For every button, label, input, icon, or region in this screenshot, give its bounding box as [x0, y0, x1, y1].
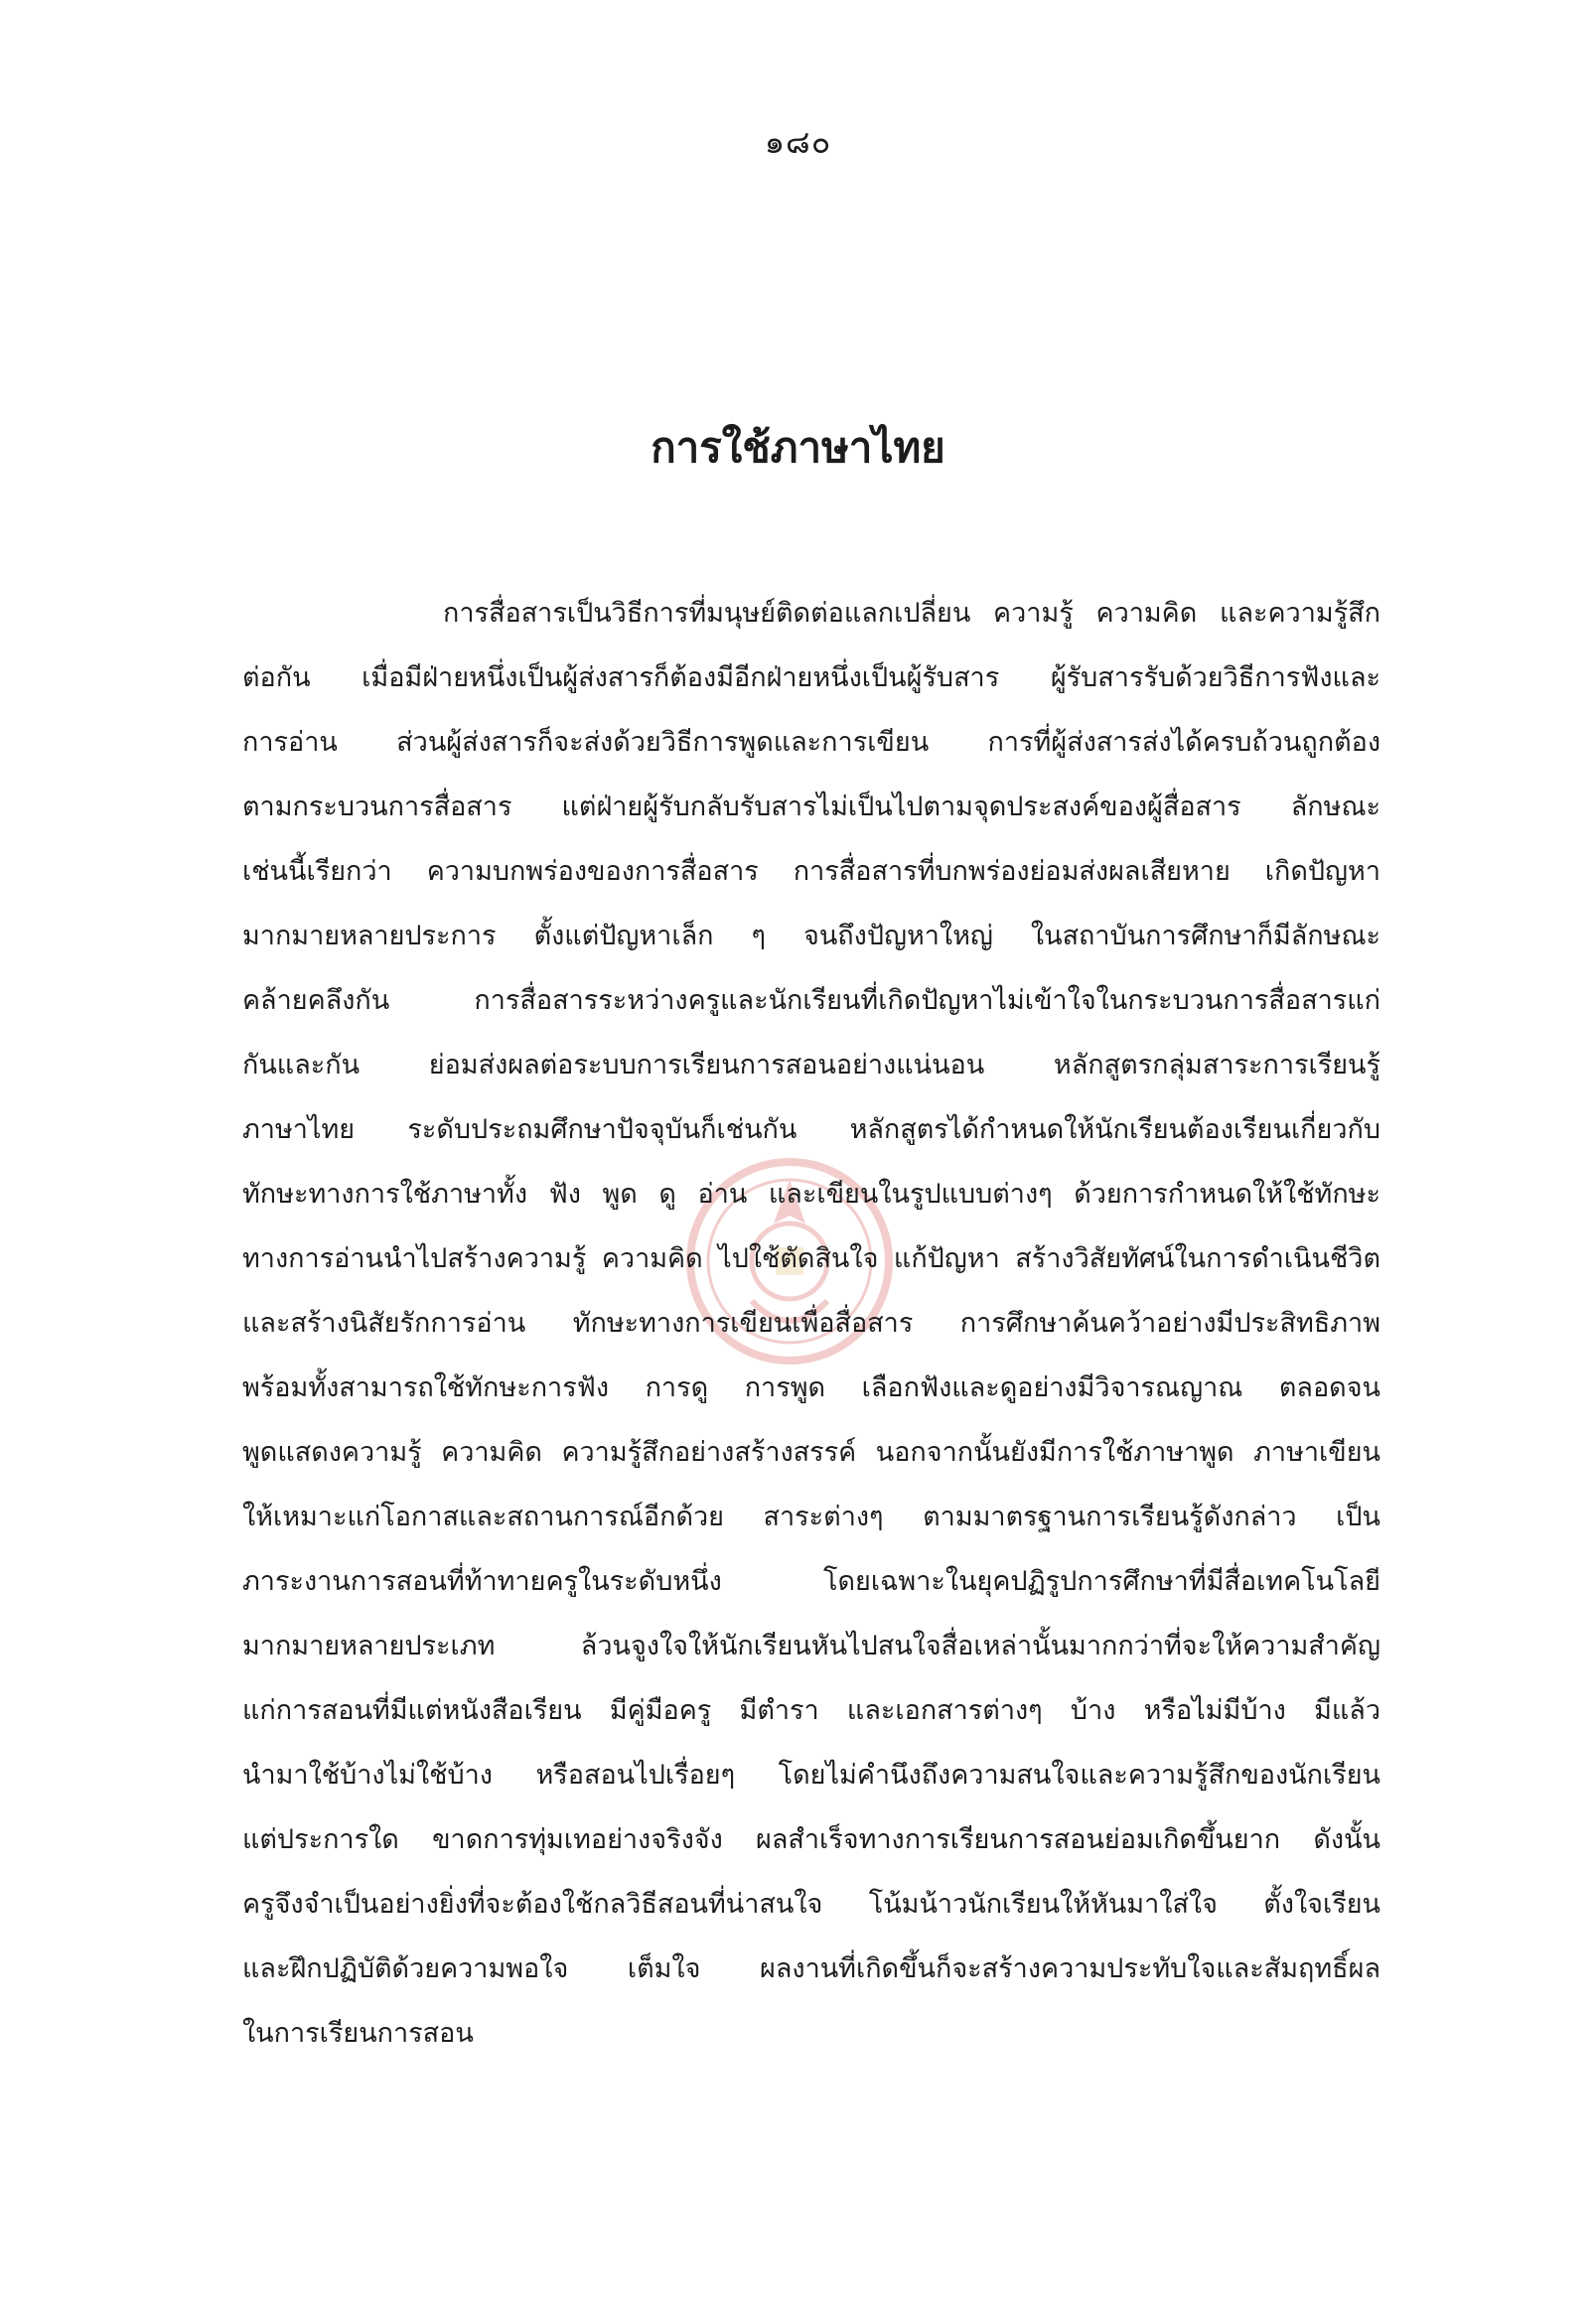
paragraph-line: เช่นนี้เรียกว่า ความบกพร่องของการสื่อสาร การสื่อสารที่บกพร่องย่อมส่งผลเสียหาย เกิดปัญหา — [242, 856, 1380, 887]
body-paragraph — [242, 581, 1380, 2066]
page-number: ๑๘๐ — [764, 123, 832, 161]
paragraph-line: คล้ายคลึงกัน การสื่อสารระหว่างครูและนักเรียนที่เกิดปัญหาไม่เข้าใจในกระบวนการสื่อสารแก่ — [242, 985, 1380, 1016]
paragraph-line: ต่อกัน เมื่อมีฝ่ายหนึ่งเป็นผู้ส่งสารก็ต้องมีอีกฝ่ายหนึ่งเป็นผู้รับสาร ผู้รับสารรับด้วยวิธีการฟังและ — [242, 662, 1380, 693]
paragraph-line: การอ่าน ส่วนผู้ส่งสารก็จะส่งด้วยวิธีการพูดและการเขียน การที่ผู้ส่งสารส่งได้ครบถ้วนถูกต้อง — [242, 727, 1380, 758]
paragraph-line: พร้อมทั้งสามารถใช้ทักษะการฟัง การดู การพูด เลือกฟังและดูอย่างมีวิจารณญาณ ตลอดจน — [242, 1372, 1380, 1403]
paragraph-line: กันและกัน ย่อมส่งผลต่อระบบการเรียนการสอนอย่างแน่นอน หลักสูตรกลุ่มสาระการเรียนรู้ — [242, 1050, 1380, 1080]
paragraph-line: นำมาใช้บ้างไม่ใช้บ้าง หรือสอนไปเรื่อยๆ โดยไม่คำนึงถึงความสนใจและความรู้สึกของนักเรียน — [242, 1760, 1380, 1791]
paragraph-line: แต่ประการใด ขาดการทุ่มเทอย่างจริงจัง ผลสำเร็จทางการเรียนการสอนย่อมเกิดขึ้นยาก ดังนั้น — [242, 1824, 1380, 1855]
paragraph-line: และฝึกปฏิบัติด้วยความพอใจ เต็มใจ ผลงานที่เกิดขึ้นก็จะสร้างความประทับใจและสัมฤทธิ์ผล — [242, 1953, 1380, 1984]
paragraph-line: และสร้างนิสัยรักการอ่าน ทักษะทางการเขียนเพื่อสื่อสาร การศึกษาค้นคว้าอย่างมีประสิทธิภาพ — [242, 1308, 1380, 1339]
page-title: การใช้ภาษาไทย — [651, 423, 945, 472]
paragraph-line: ทางการอ่านนำไปสร้างความรู้ ความคิด ไปใช้ตัดสินใจ แก้ปัญหา สร้างวิสัยทัศน์ในการดำเนินชีวิต — [242, 1243, 1380, 1274]
paragraph-line: ตามกระบวนการสื่อสาร แต่ฝ่ายผู้รับกลับรับสารไม่เป็นไปตามจุดประสงค์ของผู้สื่อสาร ลักษณะ — [242, 792, 1380, 822]
paragraph-line: มากมายหลายประเภท ล้วนจูงใจให้นักเรียนหันไปสนใจสื่อเหล่านั้นมากกว่าที่จะให้ความสำคัญ — [242, 1631, 1380, 1661]
paragraph-line: การสื่อสารเป็นวิธีการที่มนุษย์ติดต่อแลกเปลี่ยน ความรู้ ความคิด และความรู้สึก — [443, 598, 1380, 629]
paragraph-line: ครูจึงจำเป็นอย่างยิ่งที่จะต้องใช้กลวิธีสอนที่น่าสนใจ โน้มน้าวนักเรียนให้หันมาใส่ใจ ตั้งใจเรียน — [242, 1889, 1380, 1920]
paragraph-line: มากมายหลายประการ ตั้งแต่ปัญหาเล็ก ๆ จนถึงปัญหาใหญ่ ในสถาบันการศึกษาก็มีลักษณะ — [242, 921, 1380, 951]
paragraph-line: ภาษาไทย ระดับประถมศึกษาปัจจุบันก็เช่นกัน หลักสูตรได้กำหนดให้นักเรียนต้องเรียนเกี่ยวกับ — [242, 1114, 1380, 1145]
paragraph-line: ให้เหมาะแก่โอกาสและสถานการณ์อีกด้วย สาระต่างๆ ตามมาตรฐานการเรียนรู้ดังกล่าว เป็น — [242, 1502, 1380, 1532]
paragraph-line: ทักษะทางการใช้ภาษาทั้ง ฟัง พูด ดู อ่าน และเขียนในรูปแบบต่างๆ ด้วยการกำหนดให้ใช้ทักษะ — [242, 1179, 1380, 1210]
paragraph-line: ในการเรียนการสอน — [242, 2018, 474, 2049]
paragraph-line: ภาระงานการสอนที่ท้าทายครูในระดับหนึ่ง โดยเฉพาะในยุคปฏิรูปการศึกษาที่มีสื่อเทคโนโลยี — [242, 1566, 1380, 1597]
paragraph-line: แก่การสอนที่มีแต่หนังสือเรียน มีคู่มือครู มีตำรา และเอกสารต่างๆ บ้าง หรือไม่มีบ้าง มีแล้ว — [242, 1695, 1380, 1726]
paragraph-line: พูดแสดงความรู้ ความคิด ความรู้สึกอย่างสร้างสรรค์ นอกจากนั้นยังมีการใช้ภาษาพูด ภาษาเขียน — [242, 1437, 1380, 1468]
